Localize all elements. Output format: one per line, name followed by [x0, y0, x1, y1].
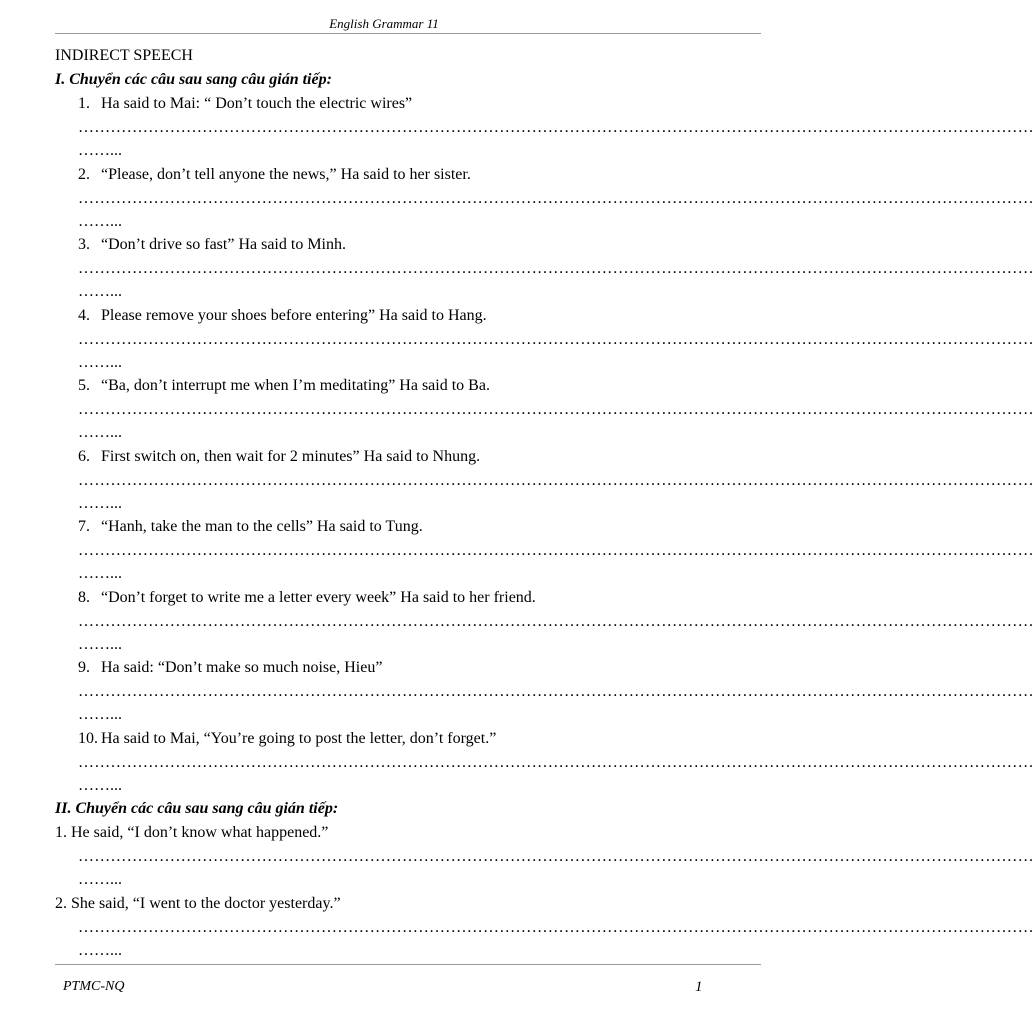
question-number: 5. — [78, 377, 90, 394]
answer-line: …………………………………………………………………………………………………………………………………………………………… — [78, 471, 1034, 489]
question-text — [78, 586, 536, 610]
question-text — [78, 515, 423, 539]
answer-tail: ……... — [78, 871, 122, 888]
answer-tail: ……... — [78, 283, 122, 300]
question — [55, 656, 1034, 727]
question — [55, 821, 1034, 892]
doc-title: INDIRECT SPEECH — [55, 47, 193, 64]
answer-line: …………………………………………………………………………………………………………………………………………………………… — [78, 401, 1034, 418]
question-body: “Don’t drive so fast” Ha said to Minh. — [101, 236, 346, 253]
page-header: English Grammar 11 — [329, 16, 439, 31]
question-body: Ha said to Mai, “You’re going to post the letter, don’t forget.” — [101, 729, 497, 747]
question-text — [78, 445, 480, 469]
question — [55, 374, 1034, 445]
answer-tail: ……... — [78, 776, 122, 794]
question-number: 7. — [78, 518, 90, 535]
question-number: 10. — [78, 729, 98, 747]
question-body: “Hanh, take the man to the cells” Ha said to Tung. — [101, 518, 423, 535]
question-number: 1. — [78, 95, 90, 112]
answer-tail: ……... — [78, 142, 122, 159]
answer-line: …………………………………………………………………………………………………………………………………………………………… — [78, 753, 1034, 771]
question-number: 8. — [78, 588, 90, 606]
section-1-heading: I. Chuyển các câu sau sang câu gián tiếp: — [55, 71, 332, 88]
question-number: 2. — [55, 894, 67, 912]
answer-tail: ……... — [78, 706, 122, 723]
question — [55, 727, 1034, 798]
question-text — [78, 92, 412, 116]
answer-tail: ……... — [78, 212, 122, 230]
question — [55, 515, 1034, 586]
question-text — [78, 656, 382, 680]
question — [55, 92, 1034, 163]
question-body: He said, “I don’t know what happened.” — [71, 824, 329, 841]
question-body: Ha said: “Don’t make so much noise, Hieu” — [101, 659, 383, 676]
answer-line: …………………………………………………………………………………………………………………………………………………………… — [78, 260, 1034, 277]
question — [55, 163, 1034, 234]
question-body: “Don’t forget to write me a letter every week” Ha said to her friend. — [101, 588, 536, 606]
question — [55, 892, 1034, 963]
question-number: 4. — [78, 306, 90, 324]
question-body: Ha said to Mai: “ Don’t touch the electric wires” — [101, 95, 413, 112]
question-text — [78, 727, 496, 751]
answer-line: …………………………………………………………………………………………………………………………………………………………… — [78, 683, 1034, 700]
question-text — [55, 892, 341, 916]
answer-tail: ……... — [78, 941, 122, 959]
question-number: 9. — [78, 659, 90, 676]
answer-line: …………………………………………………………………………………………………………………………………………………………… — [78, 119, 1034, 136]
question-text — [78, 374, 490, 398]
answer-tail: ……... — [78, 353, 122, 371]
answer-tail: ……... — [78, 494, 122, 512]
answer-line: …………………………………………………………………………………………………………………………………………………………… — [78, 918, 1034, 936]
question-text — [55, 821, 328, 845]
answer-line: …………………………………………………………………………………………………………………………………………………………… — [78, 542, 1034, 559]
footer-label: PTMC-NQ — [63, 979, 125, 994]
question — [55, 304, 1034, 375]
answer-line: …………………………………………………………………………………………………………………………………………………………… — [78, 330, 1034, 348]
section-2-heading: II. Chuyển các câu sau sang câu gián tiếp: — [55, 800, 339, 817]
content — [55, 44, 1034, 962]
question-text — [78, 163, 471, 187]
answer-tail: ……... — [78, 424, 122, 441]
question-body: Please remove your shoes before entering” Ha said to Hang. — [101, 306, 487, 324]
question-body: “Ba, don’t interrupt me when I’m meditating” Ha said to Ba. — [101, 377, 490, 394]
question-body: She said, “I went to the doctor yesterday.” — [71, 894, 341, 912]
answer-tail: ……... — [78, 635, 122, 653]
answer-line: …………………………………………………………………………………………………………………………………………………………… — [78, 848, 1034, 865]
question-body: “Please, don’t tell anyone the news,” Ha said to her sister. — [101, 165, 471, 183]
question-number: 6. — [78, 447, 90, 465]
footer-rule — [55, 964, 761, 965]
answer-line: …………………………………………………………………………………………………………………………………………………………… — [78, 189, 1034, 207]
header-rule — [55, 33, 761, 34]
question — [55, 586, 1034, 657]
question-number: 1. — [55, 824, 67, 841]
question — [55, 233, 1034, 304]
question-text — [78, 233, 346, 257]
question-text — [78, 304, 487, 328]
question-number: 2. — [78, 165, 90, 183]
answer-tail: ……... — [78, 565, 122, 582]
question-number: 3. — [78, 236, 90, 253]
question-body: First switch on, then wait for 2 minutes” Ha said to Nhung. — [101, 447, 481, 465]
answer-line: …………………………………………………………………………………………………………………………………………………………… — [78, 612, 1034, 630]
page-number: 1 — [695, 979, 703, 995]
question — [55, 445, 1034, 516]
